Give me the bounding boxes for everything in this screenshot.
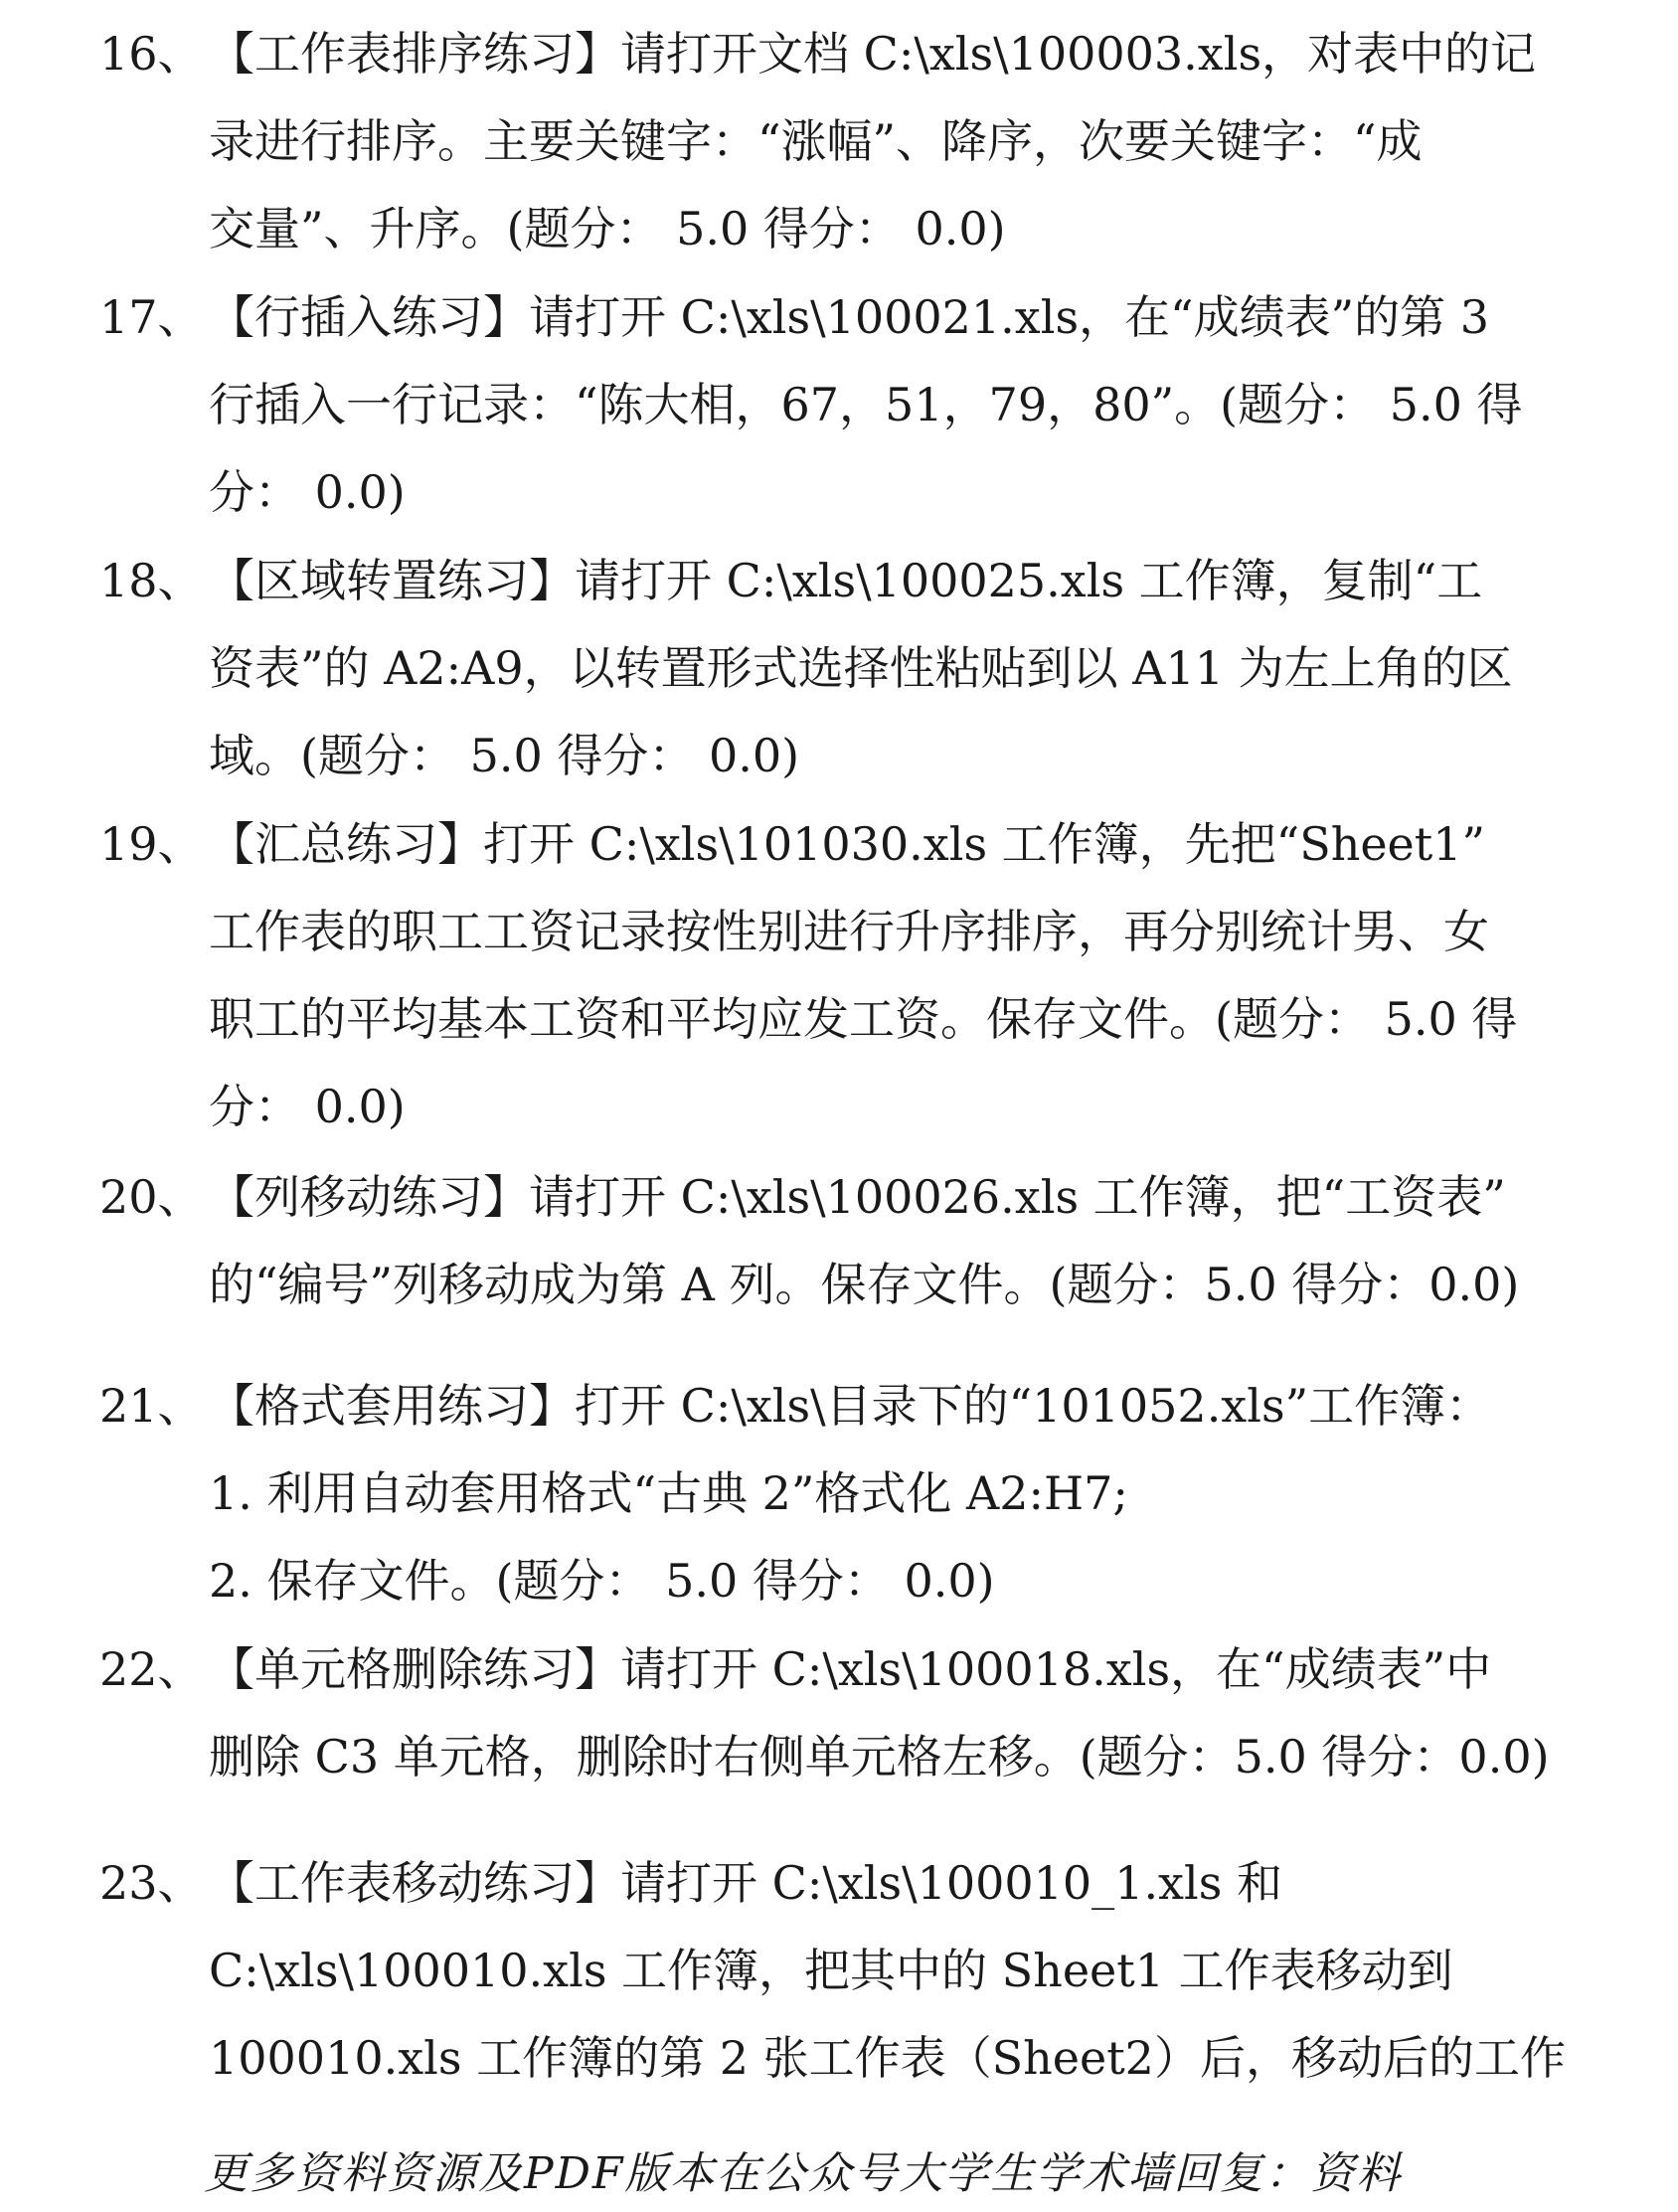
question-line [99, 1362, 1650, 1449]
question-line [99, 1839, 1650, 1927]
question-text: 的“编号”列移动成为第 A 列。保存文件。(题分：5.0 得分：0.0) [209, 1258, 1520, 1311]
question-number: 21、 [99, 1379, 204, 1433]
question-text: 删除 C3 单元格，删除时右侧单元格左移。(题分：5.0 得分：0.0) [209, 1730, 1550, 1784]
question-number: 23、 [99, 1856, 204, 1910]
question-text: 资表”的 A2:A9，以转置形式选择性粘贴到以 A11 为左上角的区 [209, 641, 1513, 695]
question-text: C:\xls\100010.xls 工作簿，把其中的 Sheet1 工作表移动到 [209, 1944, 1453, 1997]
question-number: 18、 [99, 554, 204, 607]
question-text: 行插入一行记录：“陈大相，67，51，79，80”。(题分： 5.0 得 [209, 378, 1523, 431]
question-number: 22、 [99, 1642, 204, 1696]
question-text: 【单元格删除练习】请打开 C:\xls\100018.xls，在“成绩表”中 [209, 1642, 1492, 1696]
question-22 [99, 1625, 1650, 1800]
question-number: 20、 [99, 1170, 204, 1224]
question-text: 工作表的职工工资记录按性别进行升序排序，再分别统计男、女 [209, 905, 1489, 958]
question-text: 【行插入练习】请打开 C:\xls\100021.xls，在“成绩表”的第 3 [209, 290, 1489, 344]
question-text: 职工的平均基本工资和平均应发工资。保存文件。(题分： 5.0 得 [209, 992, 1518, 1046]
question-text: 【汇总练习】打开 C:\xls\101030.xls 工作簿，先把“Sheet1” [209, 817, 1486, 871]
question-line [99, 537, 1650, 624]
question-text: 1. 利用自动套用格式“古典 2”格式化 A2:H7; [209, 1466, 1128, 1520]
question-line [99, 10, 1650, 97]
question-text: 2. 保存文件。(题分： 5.0 得分： 0.0) [209, 1554, 995, 1608]
question-text: 分： 0.0) [209, 465, 406, 519]
question-18 [99, 537, 1650, 799]
question-number: 16、 [99, 27, 204, 81]
question-21 [99, 1362, 1650, 1624]
question-line [99, 1153, 1650, 1241]
question-16 [99, 10, 1650, 272]
question-text: 【区域转置练习】请打开 C:\xls\100025.xls 工作簿，复制“工 [209, 554, 1483, 607]
question-text: 【工作表排序练习】请打开文档 C:\xls\100003.xls，对表中的记 [209, 27, 1537, 81]
question-17 [99, 273, 1650, 536]
question-19 [99, 800, 1650, 1150]
question-line [99, 1625, 1650, 1713]
footer-note: 更多资料资源及PDF版本在公众号大学生学术墙回复：资料 [204, 2148, 1403, 2199]
question-text: 录进行排序。主要关键字：“涨幅”、降序，次要关键字：“成 [209, 114, 1423, 168]
question-text: 分： 0.0) [209, 1080, 406, 1133]
question-20 [99, 1153, 1650, 1328]
question-text: 【列移动练习】请打开 C:\xls\100026.xls 工作簿，把“工资表” [209, 1170, 1506, 1224]
question-text: 域。(题分： 5.0 得分： 0.0) [209, 729, 800, 782]
question-text: 【工作表移动练习】请打开 C:\xls\100010_1.xls 和 [209, 1856, 1282, 1910]
question-text: 【格式套用练习】打开 C:\xls\目录下的“101052.xls”工作簿： [209, 1379, 1492, 1433]
question-text: 交量”、升序。(题分： 5.0 得分： 0.0) [209, 202, 1006, 255]
question-number: 17、 [99, 290, 204, 344]
question-number: 19、 [99, 817, 204, 871]
question-line [99, 800, 1650, 888]
question-line [99, 273, 1650, 361]
question-text: 100010.xls 工作簿的第 2 张工作表（Sheet2）后，移动后的工作 [209, 2031, 1566, 2085]
question-23 [99, 1839, 1650, 2102]
